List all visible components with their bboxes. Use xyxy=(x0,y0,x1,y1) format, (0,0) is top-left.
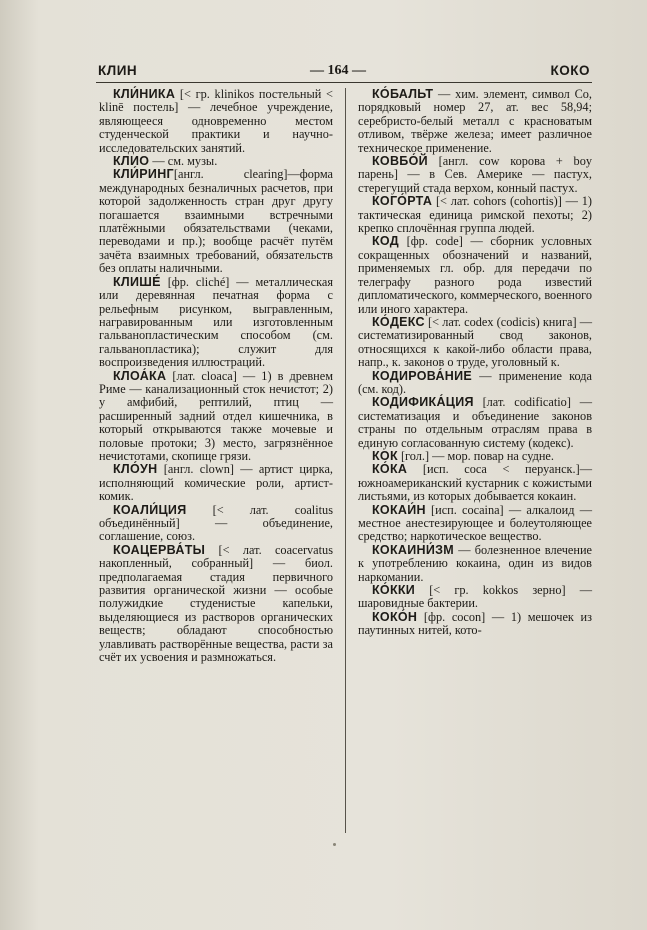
entry-definition: [< лат. codex (codicis) книга] — систематизированный свод законов, относящихся к какой-либо области права, напр., к. законов о труде, уголовный к. xyxy=(358,314,592,370)
entry-headword: КОК xyxy=(372,448,398,463)
entry-headword: КЛИ́РИНГ xyxy=(113,167,174,182)
entry-definition: [фр. cocon] — 1) мешочек из паутинных нитей, кото- xyxy=(358,609,592,638)
entry-headword: КОВБО́Й xyxy=(372,154,428,169)
header-rule xyxy=(96,82,592,83)
entry-headword: КЛИО xyxy=(113,154,150,169)
dictionary-entry xyxy=(99,276,333,370)
dictionary-entry xyxy=(358,235,592,315)
entry-definition: [гол.] — мор. повар на судне. xyxy=(397,448,554,463)
entry-headword: КОКАИНИ́ЗМ xyxy=(372,542,454,557)
entry-definition: [исп. cocaina] — алкалоид — местное анестезирующее и болеутоляющее средство; наркотическое вещество. xyxy=(358,502,592,544)
entry-definition: [< лат. coacervatus накопленный, собранный] — биол. предполагаемая стадия первичного развития органической жизни — особые полужидкие студенистые капельки, выделяющиеся из растворов органических веществ; обладают способностью улавливать растворённые вещества, расти за счёт их усвоения и размножаться. xyxy=(99,542,333,665)
entry-headword: КО́ККИ xyxy=(372,583,416,598)
dictionary-entry xyxy=(358,370,592,397)
entry-definition: [лат. cloaca] — 1) в древнем Риме — канализационный сток нечистот; 2) у амфибий, рептилий, птиц — расширенный задний отдел кишечника, в который открываются также мочевые и половые протоки; 3) место, загрязнённое нечистотами, скопище грязи. xyxy=(99,368,333,463)
entry-headword: КОКО́Н xyxy=(372,609,418,624)
dictionary-entry xyxy=(358,396,592,450)
dictionary-entry xyxy=(358,316,592,370)
entry-headword: КО́КА xyxy=(372,462,408,477)
dictionary-entry xyxy=(99,504,333,544)
entry-definition: — применение кода (см. код). xyxy=(358,368,592,396)
entry-definition: [англ. clown] — артист цирка, исполняющий комические роли, артист-комик. xyxy=(99,462,333,504)
entry-definition: [< лат. cohors (cohortis)] — 1) тактическая единица римской пехоты; 2) крепко сплочённая группа людей. xyxy=(358,194,592,236)
page-number: — 164 — xyxy=(310,63,366,78)
entry-definition: [фр. cliché] — металлическая или деревянная печатная форма с рельефным рисунком, выгравленным, награвированным или изготовленным гальванопластическим способом (см. гальванопластика); служит для воспроизведения иллюстраций. xyxy=(99,274,333,370)
entry-definition: [< гр. klinikos постельный < klinē постель] — лечебное учреждение, являющееся одновременно местом студенческой практики и научно-исследовательских занятий. xyxy=(99,87,333,155)
dictionary-entry xyxy=(358,544,592,584)
entry-definition: [англ. cow корова + boy парень] — в Сев. Америке — пастух, стерегущий стада верхом, конный пастух. xyxy=(358,154,592,195)
entry-headword: КО́ДЕКС xyxy=(372,314,425,329)
dictionary-entry xyxy=(99,88,333,155)
entry-headword: КОКАИ́Н xyxy=(372,502,426,517)
entry-definition: [< гр. kokkos зерно] — шаровидные бактерии. xyxy=(358,583,592,611)
dictionary-entry xyxy=(358,155,592,195)
print-speck xyxy=(333,843,336,846)
entry-headword: КОГО́РТА xyxy=(372,194,433,209)
dictionary-entry xyxy=(99,463,333,503)
entry-definition: — см. музы. xyxy=(149,154,218,169)
dictionary-entry xyxy=(358,195,592,235)
dictionary-entry xyxy=(358,88,592,155)
entry-headword: КЛИШЕ́ xyxy=(113,274,161,289)
header-left-guideword: КЛИН xyxy=(98,63,138,78)
page-header xyxy=(98,60,590,82)
dictionary-entry xyxy=(358,611,592,638)
entry-headword: КОД xyxy=(372,234,399,249)
entry-headword: КОАЛИ́ЦИЯ xyxy=(113,502,187,517)
dictionary-entry xyxy=(99,544,333,665)
dictionary-entry xyxy=(99,168,333,275)
header-right-guideword: КОКО xyxy=(550,63,590,78)
entry-headword: КОДИРОВА́НИЕ xyxy=(372,368,473,383)
entry-definition: — хим. элемент, символ Co, порядковый номер 27, ат. вес 58,94; серебристо-белый металл с красноватым отливом, твёрже железа; имеет различное техническое применение. xyxy=(358,87,592,155)
entry-headword: КОАЦЕРВА́ТЫ xyxy=(113,542,206,557)
entry-headword: КЛОА́КА xyxy=(113,368,167,383)
right-column xyxy=(358,88,592,638)
entry-definition: [фр. code] — сборник условных сокращенных обозначений и названий, применяемых гл. обр. для передачи по телеграфу разного рода известий дипломатического, коммерческого, военного или иного характера. xyxy=(358,234,592,316)
entry-headword: КО́БАЛЬТ xyxy=(372,87,434,101)
dictionary-entry xyxy=(358,504,592,544)
entry-definition: — болезненное влечение к употреблению кокаина, один из видов наркомании. xyxy=(358,542,592,584)
entry-headword: КЛИ́НИКА xyxy=(113,87,176,101)
dictionary-entry xyxy=(99,370,333,464)
dictionary-entry xyxy=(358,463,592,503)
entry-definition: [исп. coca < перуанск.]— южноамериканский кустарник с кожистыми листьями, из которых добывается кокаин. xyxy=(358,462,592,504)
entry-definition: [англ. clearing]—форма международных безналичных расчетов, при которой задолженность стран друг другу погашается взаимными встречными платёжными обязательствами (чеками, переводами и пр.); вообще расчёт путём зачёта взаимных требований, обязательств без оплаты наличными. xyxy=(99,167,333,276)
entry-definition: [лат. codificatio] — систематизация и объединение законов страны по отдельным отраслям права в единую согласованную систему (кодекс). xyxy=(358,395,592,450)
entry-headword: КОДИФИКА́ЦИЯ xyxy=(372,395,474,410)
column-divider xyxy=(345,88,346,833)
entry-headword: КЛО́УН xyxy=(113,462,158,477)
entry-definition: [< лат. coalitus объединённый] — объединение, соглашение, союз. xyxy=(99,502,333,544)
dictionary-entry xyxy=(358,584,592,611)
left-column xyxy=(99,88,333,664)
